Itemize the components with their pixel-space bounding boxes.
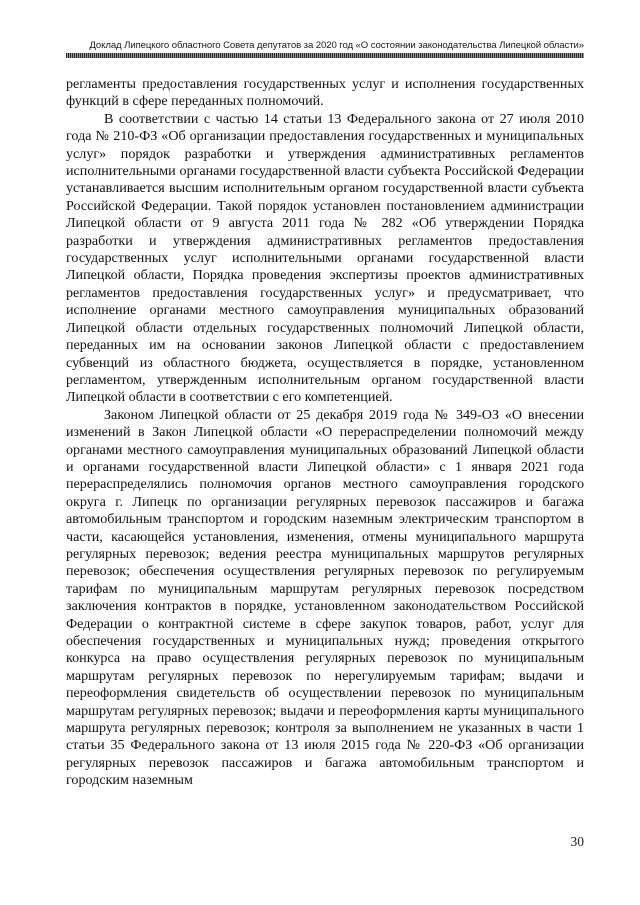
paragraph: В соответствии с частью 14 статьи 13 Федерального закона от 27 июля 2010 года № 210-ФЗ «Об организации предоставления государственных и муниципальных услуг» порядок разработки и утверждения административных регламентов исполнительными органами государственной власти субъекта Российской Федерации устанавливается высшим исполнительным органом государственной власти субъекта Российской Федерации. Такой порядок установлен постановлением администрации Липецкой области от 9 августа 2011 года № 282 «Об утверждении Порядка разработки и утверждения административных регламентов предоставления государственных услуг исполнительными органами государственной власти Липецкой области, Порядка проведения экспертизы проектов административных регламентов предоставления государственных услуг» и предусматривает, что исполнение органами местного самоуправления муниципальных образований Липецкой области отдельных государственных полномочий Липецкой области, переданных им на основании законов Липецкой области с предоставлением субвенций из областного бюджета, осуществляется в порядке, установленном регламентом, утвержденным исполнительным органом государственной власти Липецкой области в соответствии с его компетенцией.	[66, 110, 584, 406]
page-number: 30	[570, 834, 584, 849]
header-divider	[66, 53, 584, 58]
document-body	[66, 76, 584, 790]
running-header-title: Доклад Липецкого областного Совета депутатов за 2020 год «О состоянии законодательства Липецкой области»	[89, 40, 584, 51]
paragraph: Законом Липецкой области от 25 декабря 2019 года № 349-ОЗ «О внесении изменений в Закон Липецкой области «О перераспределении полномочий между органами местного самоуправления муниципальных образований Липецкой области и органами государственной власти Липецкой области» с 1 января 2021 года перераспределялись полномочия органов местного самоуправления городского округа г. Липецк по организации регулярных перевозок пассажиров и багажа автомобильным транспортом и городским наземным электрическим транспортом в части, касающейся установления, изменения, отмены муниципального маршрута регулярных перевозок; ведения реестра муниципальных маршрутов регулярных перевозок; обеспечения осуществления регулярных перевозок по регулируемым тарифам по муниципальным маршрутам регулярных перевозок посредством заключения контрактов в порядке, установленном законодательством Российской Федерации о контрактной системе в сфере закупок товаров, работ, услуг для обеспечения государственных и муниципальных нужд; проведения открытого конкурса на право осуществления регулярных перевозок по муниципальным маршрутам регулярных перевозок по нерегулируемым тарифам; выдачи и переоформления свидетельств об осуществлении перевозок по муниципальным маршрутам регулярных перевозок; выдачи и переоформления карты муниципального маршрута регулярных перевозок; контроля за выполнением не указанных в части 1 статьи 35 Федерального закона от 13 июля 2015 года № 220-ФЗ «Об организации регулярных перевозок пассажиров и багажа автомобильным транспортом и городским наземным	[66, 406, 584, 789]
paragraph-continuation: регламенты предоставления государственных услуг и исполнения государственных функций в сфере переданных полномочий.	[66, 76, 584, 110]
